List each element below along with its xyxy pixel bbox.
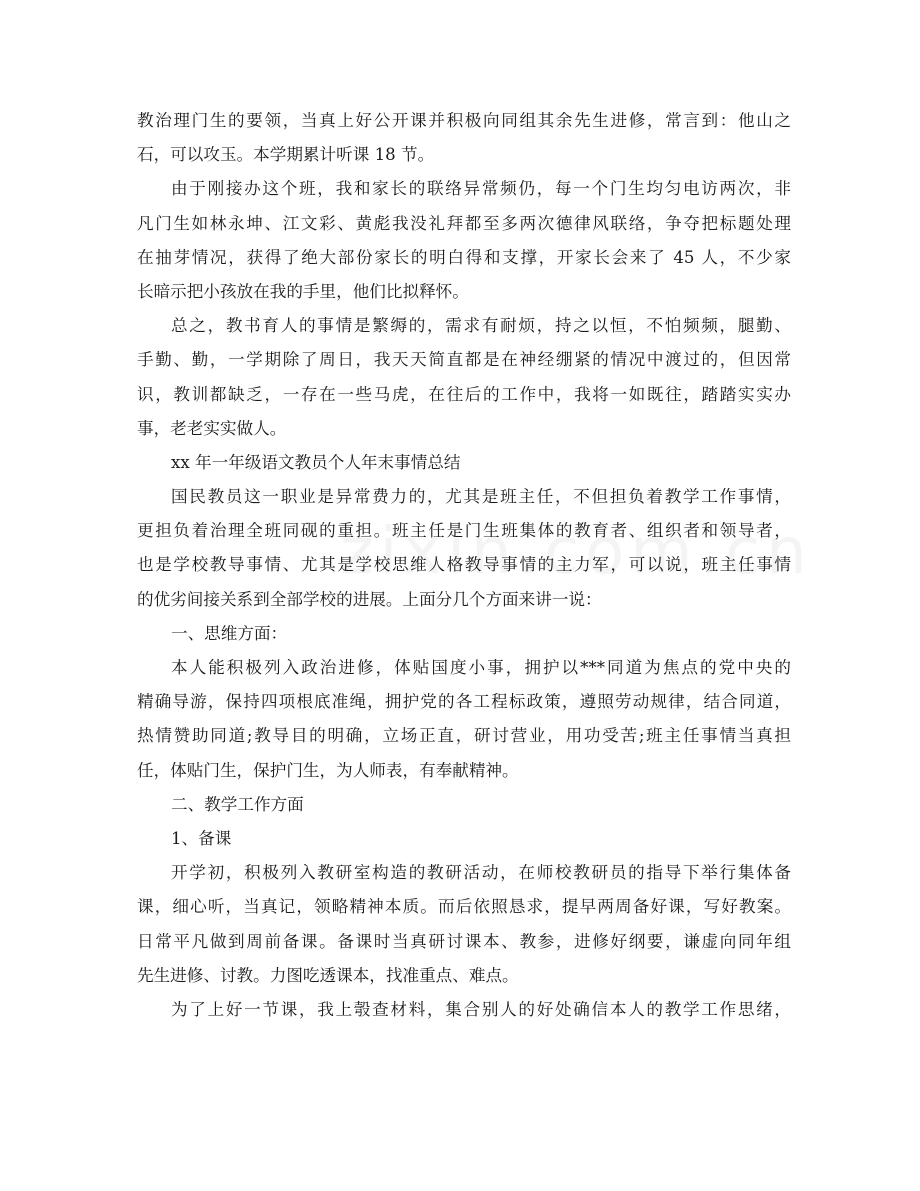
text-line: 精确导游，保持四项根底准绳，拥护党的各工程标政策，遵照劳动规律，结合同道，: [137, 692, 791, 712]
document-body: [137, 104, 791, 1027]
section-title: xx 年一年级语文教员个人年末事情总结: [171, 452, 461, 472]
section-heading: 一、思维方面：: [171, 623, 288, 643]
text-line: 的优劣间接关系到全部学校的进展。上面分几个方面来讲一说：: [137, 589, 602, 609]
paragraph-start-line: 开学初，积极列入教研室构造的教研活动，在师校教研员的指导下举行集体备: [171, 863, 791, 883]
text-line: 手勤、勤，一学期除了周日，我天天简直都是在神经绷紧的情况中渡过的，但因常: [137, 350, 791, 370]
paragraph-start-line: 由于刚接办这个班，我和家长的联络异常频仍，每一个门生均匀电访两次，非: [171, 179, 791, 199]
paragraph-start-line: 为了上好一节课，我上彀查材料，集合别人的好处确信本人的教学工作思绪，: [171, 999, 791, 1019]
text-line: 课，细心听，当真记，领略精神本质。而后依照恳求，提早两周备好课，写好教案。: [137, 897, 791, 917]
text-line: 教治理门生的要领，当真上好公开课并积极向同组其余先生进修，常言到：他山之: [137, 111, 791, 130]
subsection-heading: 1、备课: [171, 828, 232, 848]
text-line: 日常平凡做到周前备课。备课时当真研讨课本、教参，进修好纲要，谦虚向同年组: [137, 931, 791, 951]
text-line: 石，可以攻玉。本学期累计听课 18 节。: [137, 145, 435, 165]
text-line: 也是学校教导事情、尤其是学校思维人格教导事情的主力军，可以说，班主任事情: [137, 555, 791, 575]
text-line: 事，老老实实做人。: [137, 418, 287, 438]
section-heading: 二、教学工作方面: [171, 794, 304, 814]
text-line: 长暗示把小孩放在我的手里，他们比拟释怀。: [137, 281, 469, 301]
text-line: 先生进修、讨教。力图吃透课本，找准重点、难点。: [137, 965, 519, 985]
text-line: 热情赞助同道;教导目的明确，立场正直，研讨营业，用功受苦;班主任事情当真担: [137, 726, 791, 746]
text-line: 凡门生如林永坤、江文彩、黄彪我没礼拜都至多两次德律风联络，争夺把标题处理: [137, 213, 791, 233]
text-line: 更担负着治理全班同砚的重担。班主任是门生班集体的教育者、组织者和领导者，: [137, 521, 791, 541]
text-line: 在抽芽情况，获得了绝大部份家长的明白得和支撑，开家长会来了 45 人，不少家: [137, 247, 791, 267]
paragraph-start-line: 总之，教书育人的事情是繁缛的，需求有耐烦，持之以恒，不怕频频，腿勤、: [171, 316, 791, 336]
text-line: 识，教训都缺乏，一存在一些马虎，在往后的工作中，我将一如既往，踏踏实实办: [137, 384, 791, 404]
text-line: 任，体贴门生，保护门生，为人师表，有奉献精神。: [137, 760, 519, 780]
paragraph-start-line: 本人能积极列入政治进修，体贴国度小事，拥护以***同道为焦点的党中央的: [171, 658, 791, 677]
paragraph-start-line: 国民教员这一职业是异常费力的，尤其是班主任，不但担负着教学工作事情，: [171, 487, 791, 507]
